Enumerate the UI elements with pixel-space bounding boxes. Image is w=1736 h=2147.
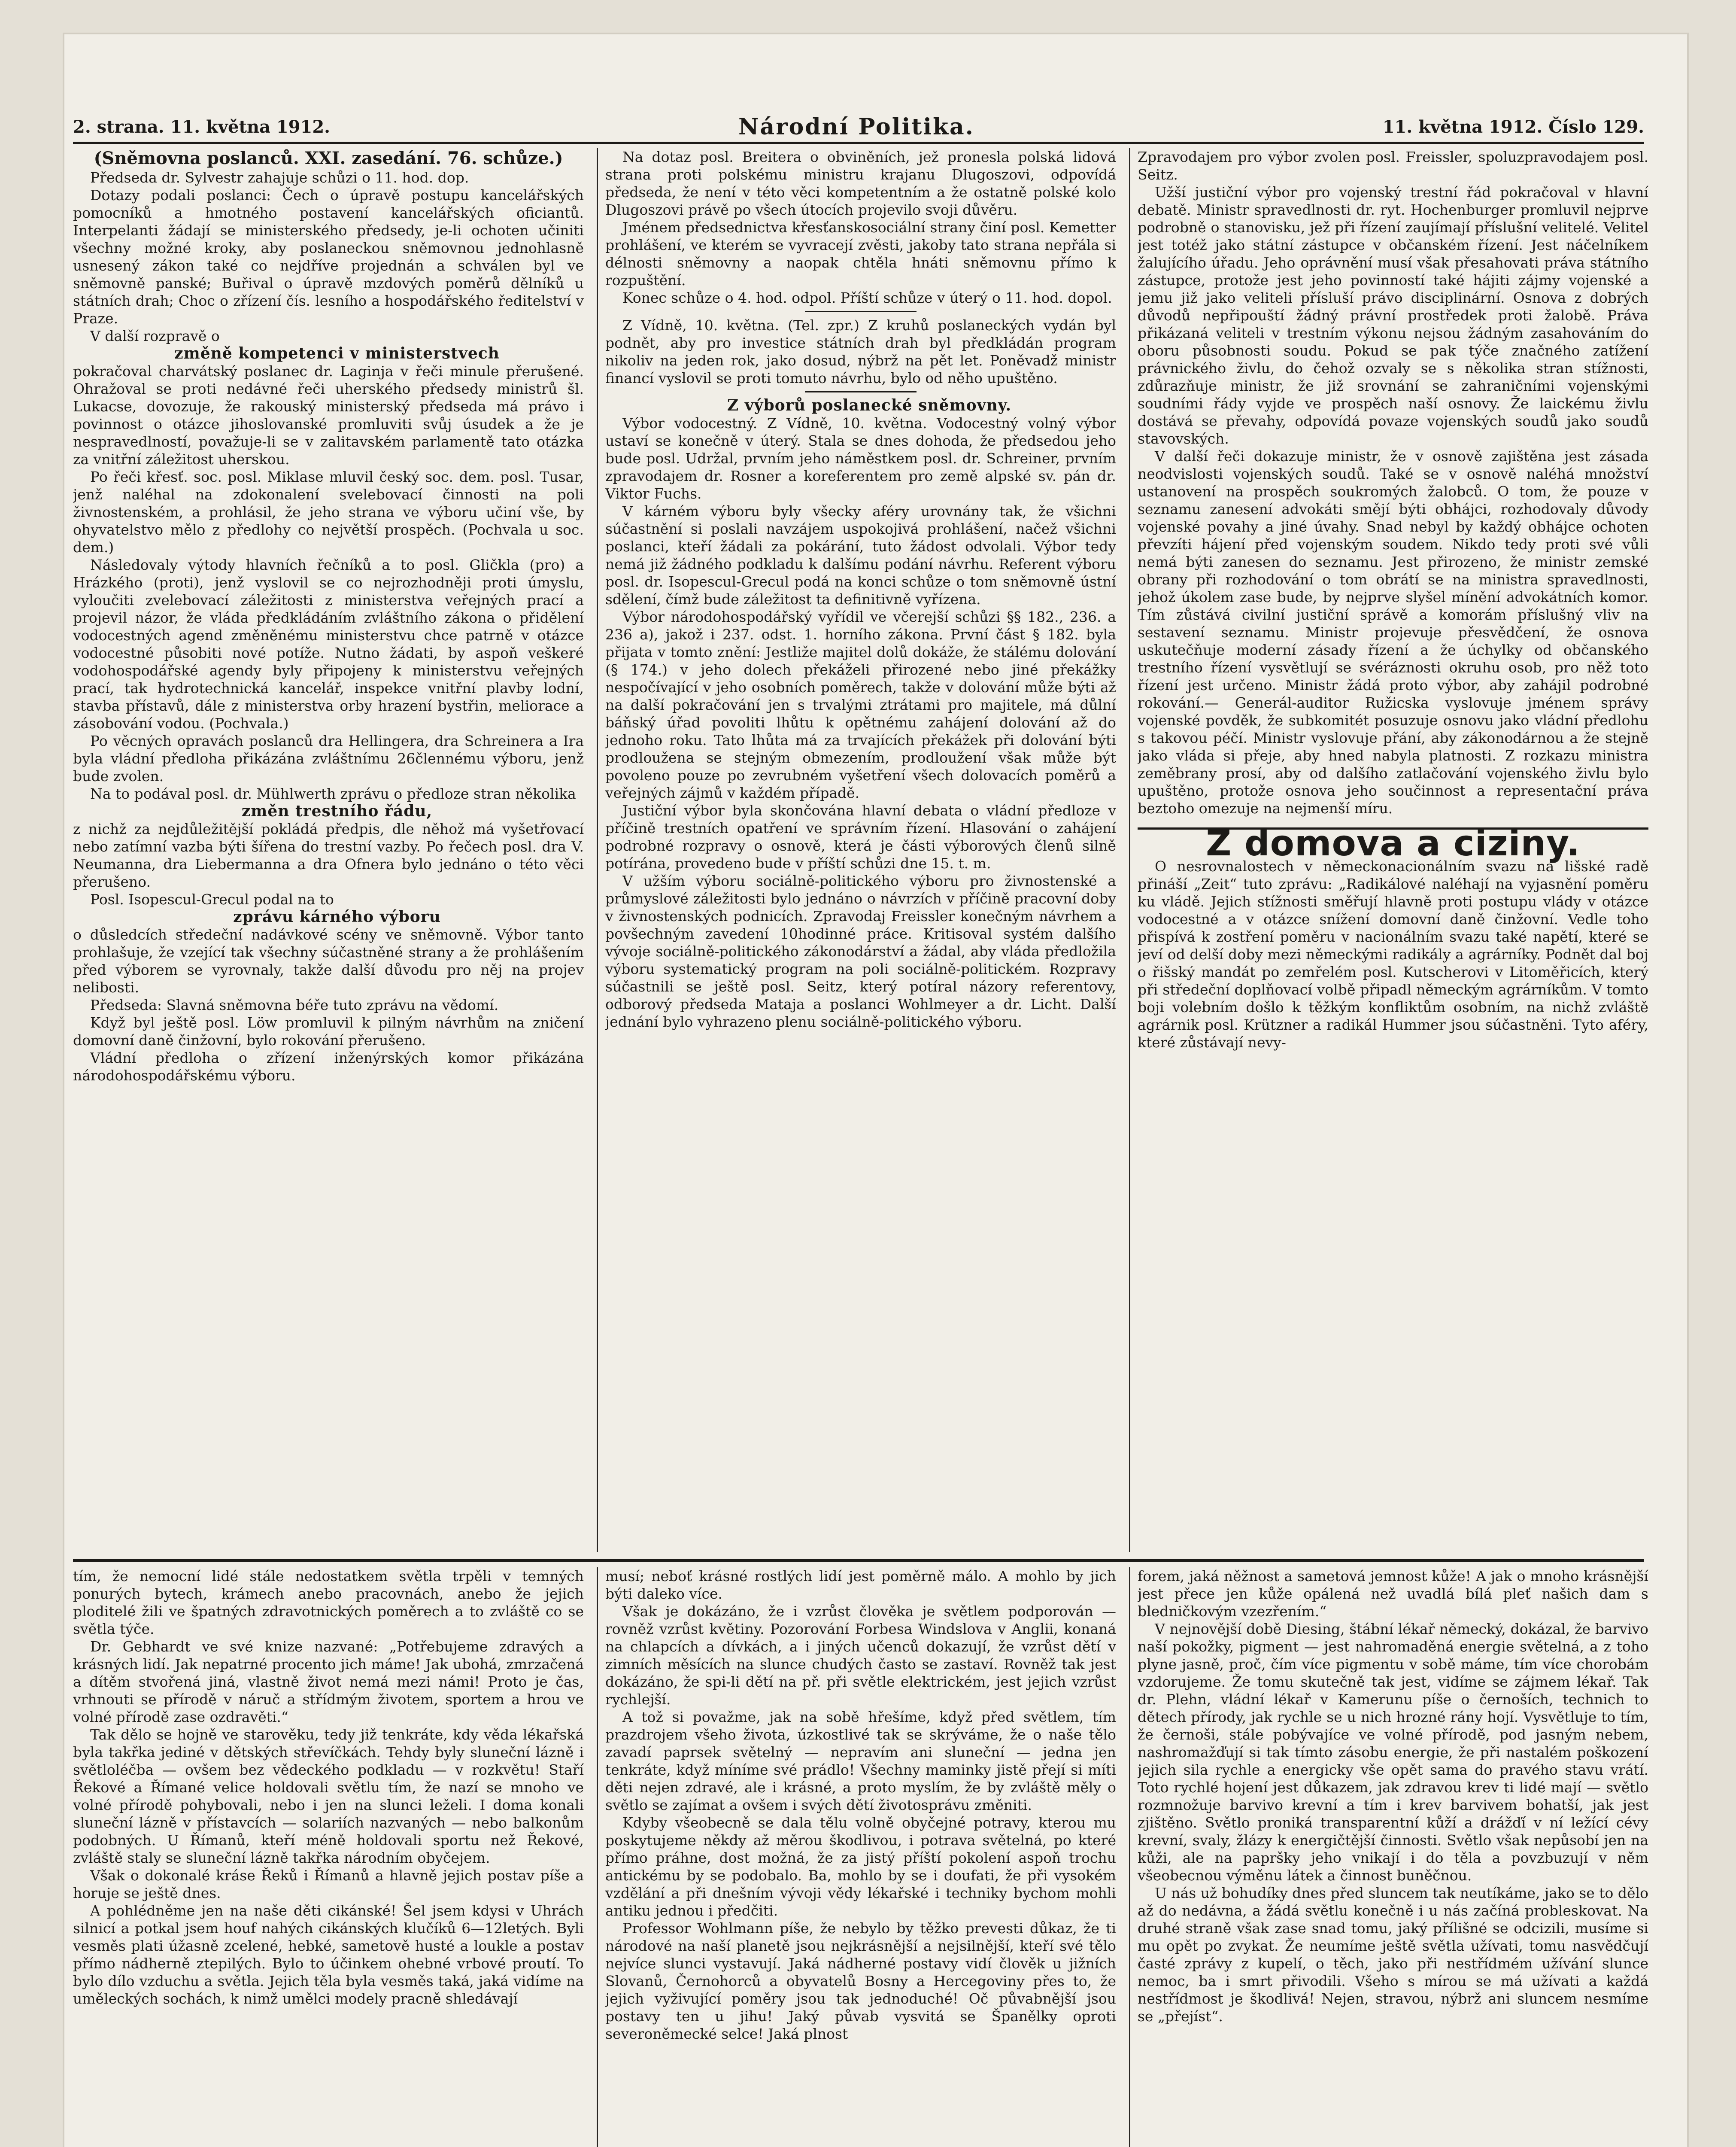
column-divider [1129,1567,1130,2147]
paragraph: Kdyby všeobecně se dala tělu volně obyčejné potravy, kterou mu poskytujeme někdy až měrou škodlivou, i potrava světelná, po které přímo práhne, dost možná, že za jistý příští pokolení aspoň trochu antickému by se podobalo. Ba, mohlo by se i doufati, že při vysokém vzdělání a při dnešním vývoji vědy lékařské i techniky bychom mohli antiku jednou i předčiti. [605,1814,1116,1919]
section-heading: zprávu kárného výboru [233,908,441,926]
paragraph: Professor Wohlmann píše, že nebylo by těžko prevesti důkaz, že ti národové na naší planetě jsou nejkrásnější a nejsilnější, kteří své tělo nejvíce slunci vystavují. Jaká nádherné postavy vidí člověk u jižních Slovanů, Černohorců a obyvatelů Bosny a Hercegoviny přes to, že jejich vyživující poměry jsou tak jednoduché! Oč půvabnější jsou postavy ten u jihu! Jaký půvab vysvitá se Španělky oproti severoněmecké selce! Jaká plnost [605,1920,1116,2042]
paragraph: Když byl ještě posl. Löw promluvil k pilným návrhům na zničení domovní daně činžovní, bylo rokování přerušeno. [73,1014,584,1049]
paragraph: Jménem předsednictva křesťanskosociální strany činí posl. Kemetter prohlášení, ve kterém se vyvracejí zvěsti, jakoby tato strana nepřála si délnosti sněmovny a naopak chtěla hnáti sněmovnu přímo k rozpuštění. [605,219,1116,289]
separator [805,391,917,392]
paragraph: z nichž za nejdůležitější pokládá předpis, dle něhož má vyšetřovací nebo zatímní vazba býti šířena do trestní vazby. Po řečech posl. dra V. Neumanna, dra Liebermanna a dra Ofnera bylo jednáno o této věci přerušeno. [73,821,584,890]
paragraph: o důsledcích středeční nadávkové scény ve sněmovně. Výbor tanto prohlašuje, že vzející tak všechny súčastněné strany a že prohlášením před výborem se vyrovnaly, takže další důvodu pro něj na projev nelibosti. [73,926,584,996]
paragraph: A tož si považme, jak na sobě hřešíme, když před světlem, tím prazdrojem všeho života, úzkostlivé tak se skrýváme, že o naše tělo zavadí paprsek světelný — nepravím ani sluneční — jedna jen tenkráte, když míníme své prádlo! Všechny maminky jistě přejí si míti děti nejen zdravé, ale i krásné, a proto myslím, že by zvláště měly o světlo se zajímat a ovšem i svých dětí životosprávu změniti. [605,1709,1116,1813]
session-title: (Sněmovna poslanců. XXI. zasedání. 76. schůze.) [94,148,563,168]
column-1 [73,148,584,1084]
paragraph: Následovaly výtody hlavních řečníků a to posl. Gličkla (pro) a Hrázkého (proti), jenž vyslovil se co nejrozhodněji proti úmyslu, vyloučiti zvelebovací záležitosti z ministerstva veřejných prací a projevil názor, že vláda předkládáním zvláštního zákona o přidělení vodocestných agend změněnému ministerstvu chce patrně v otázce vodocestné působiti nové potíže. Nutno žádati, by aspoň veškeré vodohospodářské agendy byly připojeny k ministerstvu veřejných prací, tak hydrotechnická kancelář, inspekce vnitřní plavby lodní, stavba přístavů, dále z ministerstva orby hrazení bystřin, meliorace a zásobování vodou. (Pochvala.) [73,557,584,732]
column-divider [597,1567,598,2147]
paragraph: Na to podával posl. dr. Mühlwerth zprávu o předloze stran několika [90,785,576,802]
header-right: 11. května 1912. Číslo 129. [1382,116,1644,137]
paragraph: Konec schůze o 4. hod. odpol. Příští schůze v úterý o 11. hod. dopol. [622,289,1112,306]
paragraph: forem, jaká něžnost a sametová jemnost kůže! A jak o mnoho krásnější jest přece jen kůže opálená než uvadlá bílá pleť našich dam s bledničkovým vzezřením.“ [1138,1568,1648,1620]
page-header [73,112,1644,144]
paragraph: V další rozpravě o [90,328,220,344]
paragraph: Výbor národohospodářský vyřídil ve včerejší schůzi §§ 182., 236. a 236 a), jakož i 237. odst. 1. horního zákona. První část § 182. byla přijata v tomto znění: Jestliže majitel dolů dokáže, že stálému dolování (§ 174.) v jeho dolech překáželi přirozené nebo jiné překážky nespočívající v jeho osobních poměrech, takže v dolování může býti až na další pokračování jen s trvalými ztrátami pro majitele, má důlní báňský úřad povoliti lhůtu k opětnému zahájení dolování až do jednoho roku. Tato lhůta má za trvajících překážek při dolování býti prodloužena se stejným obmezením, prodloužení však může být povoleno pouze po zevrubném vyšetření všech dolovacích poměrů a veřejných zájmů v každém případě. [605,608,1116,801]
paragraph: Justiční výbor byla skončována hlavní debata o vládní předloze v příčině trestních opatření ve správním řízení. Hlasování o zahájení podrobné rozpravy o osnově, která je části výborových členů silně potírána, provedeno bude v příští schůzi dne 15. t. m. [605,802,1116,872]
paragraph: Z Vídně, 10. května. (Tel. zpr.) Z kruhů poslaneckých vydán byl podnět, aby pro investice státních drah byl předkládán program nikoliv na jeden rok, jako dosud, nýbrž na pět let. Poněvadž ministr financí vyslovil se proti tomuto návrhu, bylo od něho upuštěno. [605,317,1116,386]
paragraph: Dr. Gebhardt ve své knize nazvané: „Potřebujeme zdravých a krásných lidí. Jak nepatrné procento jich máme! Jak ubohá, zmrzačená a dítěm stvořená jiná, vlastně život nemá mezi námi! Proto je čas, vrhnouti se přírodě v náruč a střídmým životem, sportem a hrou ve volné přírodě zase ozdravěti.“ [73,1638,584,1725]
paragraph: Vládní předloha o zřízení inženýrských komor přikázána národohospodářskému výboru. [73,1049,584,1084]
paragraph: Však je dokázáno, že i vzrůst člověka je světlem podporován — rovněž vzrůst květiny. Pozorování Forbesa Windslova v Anglii, konaná na chlapcích a dívkách, a i jiných učenců dokazují, že vzrůst dětí v zimních měsících na slunce chudých často se zastaví. Rovněž tak jest dokázáno, že spi-li dětí na př. při světle elektrickém, jest jejich vzrůst rychlejší. [605,1603,1116,1708]
column-2 [605,148,1116,1031]
paragraph: musí; neboť krásné rostlých lidí jest poměrně málo. A mohlo by jich býti daleko více. [605,1568,1116,1602]
masthead: Národní Politika. [738,113,974,140]
paragraph: V kárném výboru byly všecky aféry urovnány tak, že všichni súčastnění si poslali navzájem uspokojivá prohlášení, načež všichni poslanci, kteří žádali za pokárání, tuto žádost odvolali. Výbor tedy nemá již žádného podkladu k dalšímu podání návrhu. Referent výboru posl. dr. Isopescul-Grecul podá na konci schůze o tom sněmovně ústní sdělení, čímž bude záležitost ta definitivně vyřízena. [605,503,1116,608]
paragraph: Předseda dr. Sylvestr zahajuje schůzi o 11. hod. dop. [90,169,469,186]
separator [805,311,917,312]
section-heading: změně kompetenci v ministerstvech [174,344,500,362]
column-divider [1129,148,1130,1552]
paragraph: Posl. Isopescul-Grecul podal na to [90,891,334,908]
paragraph: A pohlédněme jen na naše děti cikánské! Šel jsem kdysi v Uhrách silnicí a potkal jsem houf nahých cikánských klučíků 6—12letých. Byli vesměs plati úžasně zcelené, hebké, sametově husté a loukle a postav přímo nádherně ztepilých. Bylo to účinkem ohebné vrbové proutí. To bylo dílo vzduchu a světla. Jejich těla byla vesměs taká, jaká vidíme na uměleckých sochách, k nimž umělci modely pracně shledávají [73,1902,584,2007]
paragraph: Předseda: Slavná sněmovna béře tuto zprávu na vědomí. [90,997,499,1013]
paragraph: U nás už bohudíky dnes před sluncem tak neutíkáme, jako se to dělo až do nedávna, a žádá světlu konečně i u nás začíná probleskovat. Na druhé straně však zase snad tomu, jaký přílišné se odcizili, musíme si mu opět po zvykat. Že neumíme ještě světla užívati, tomu nasvědčují časté zprávy z kupelí, o těch, jako při nestřídmém užívání slunce nemoc, ba i smrt přivodili. Všeho s mírou se má užívati a každá nestřídmost je škodlivá! Nejen, stravou, nýbrž ani sluncem nesmíme se „přejíst“. [1138,1885,1648,2025]
paragraph: Však o dokonalé kráse Řeků i Římanů a hlavně jejich postav píše a horuje se ještě dnes. [73,1867,584,1901]
paragraph: Zpravodajem pro výbor zvolen posl. Freissler, spoluzpravodajem posl. Seitz. [1138,149,1648,183]
paragraph: pokračoval charvátský poslanec dr. Laginja v řeči minule přerušené. Ohražoval se proti nedávné řeči uherského předsedy ministrů šl. Lukacse, dovozuje, že rakouský ministerský předseda má právo i povinnost o otázce jihoslovanské promluviti svůj úsudek a že je nespravedlností, považuje-li se v zalitavském parlamentě tato otázka za vnitřní záležitost uherskou. [73,363,584,468]
section-heading: změn trestního řádu, [241,802,433,820]
horizontal-rule [73,1559,1644,1562]
feuilleton-column-1 [73,1567,584,2147]
section-heading: Z výborů poslanecké sněmovny. [727,396,1012,414]
column-3 [1138,148,1648,1051]
paragraph: tím, že nemocní lidé stále nedostatkem světla trpěli v temných ponurých bytech, krámech anebo pracovnách, anebo že jejich ploditelé žili ve špatných zdravotnických poměrech a to zvláště co se světla týče. [73,1568,584,1637]
feuilleton-column-3 [1138,1567,1648,2147]
header-left: 2. strana. 11. května 1912. [73,116,331,137]
feuilleton-column-2 [605,1567,1116,2147]
paragraph: O nesrovnalostech v německonacionálním svazu na lišské radě přináší „Zeit“ tuto zprávu: „Radikálové naléhají na vyjasnění poměru ku vládě. Jejich stížnosti směřují hlavně proti postupu vlády v otázce vodocestné a v otázce snížení domovní daně činžovní. Vedle toho přispívá k zostření poměru v nacionálním svazu také napětí, které se jeví od delší doby mezi německými radikály a agrárníky. Podnět dal boj o řišský mandát po zemřelém posl. Kutscherovi v Litoměřicích, který při středeční doplňovací volbě připadl německým agrárníkům. V tomto boji volebním došlo k těžkým konfliktům osobním, na nichž zvláště agrárnik posl. Krützner a radikál Hummer jsou súčastněni. Tyto aféry, které zůstávají nevy- [1138,858,1648,1051]
paragraph: Výbor vodocestný. Z Vídně, 10. května. Vodocestný volný výbor ustaví se konečně v úterý. Stala se dnes dohoda, že předsedou jeho bude posl. Udržal, prvním jeho náměstkem posl. dr. Schreiner, prvním zpravodajem dr. Rosner a koreferentem pro země alpské sv. pán dr. Viktor Fuchs. [605,415,1116,502]
paragraph: Užší justiční výbor pro vojenský trestní řád pokračoval v hlavní debatě. Ministr spravedlnosti dr. ryt. Hochenburger promluvil nejprve podrobně o stanovisku, jež při řízení zaujímají příslušní velitelé. Velitel jest totéž jako státní zástupce v občanském řízení. Jest náčelníkem žalujícího úřadu. Jeho oprávnění musí však přesahovati práva státního zástupce, protože jest jeho povinností také hájiti zájmy vojenské a jemu již jako veliteli přísluší právo disciplinární. Osnova z dobrých důvodů nepřipouští žádný právní prostředek proti žalobě. Práva přikázaná veliteli v trestním výkonu nejsou žádným zasahováním do oboru působnosti soudu. Pokud se pak týče značného zatížení právnického živlu, do čehož ozvaly se s několika stran stížnosti, zdůrazňuje ministr, že již srovnání se zahraničními vojenskými soudními řády vyjde ve prospěch naší osnovy. Že laickému živlu dostává se převahy, odpovídá povaze vojenských soudů jako soudů stavovských. [1138,184,1648,447]
paragraph: V další řeči dokazuje ministr, že v osnově zajištěna jest zásada neodvislosti vojenských soudů. Také se v osnově naléhá množství ustanovení na prospěch soukromých žalobců. O tom, že pouze v seznamu zanesení advokáti smějí býti obhájci, rozhodovaly důvody vojenské povahy a jiné úvahy. Snad nebyl by každý obhájce ochoten převzíti hájení před vojenským soudem. Nikdo tedy proti své vůli nemá býti zanesen do seznamu. Jest přirozeno, že ministr zemské obrany při rozhodování o tom obrátí se na ministra spravedlnosti, jehož úkolem zase bude, by nejprve slyšel mínění advokátních komor. Tím zůstává civilní justiční správě a komorám příslušný vliv na sestavení seznamu. Ministr projevuje přesvědčení, že osnova uskutečňuje moderní zásady řízení a že úchylky od občanského trestního řízení vysvětlují se svéráznosti okruhu osob, pro něž toto řízení jest určeno. Ministr žádá proto výbor, aby zahájil podrobné rokování.— Generál-auditor Ružicska vyslovuje jménem správy vojenské povděk, že subkomitét posuzuje osnovu jako vládní předlohu s takovou péčí. Ministr vyslovuje přání, aby zákonodárnou a že stejně jako vláda si přeje, aby hned nabyla platnosti. Z rozkazu ministra zeměbrany prosí, aby od dalšího zatlačování vojenského živlu bylo upuštěno, protože osnova jeho součinnost a representační práva beztoho omezuje na nejmenší míru. [1138,448,1648,817]
column-divider [597,148,598,1552]
paragraph: Na dotaz posl. Breitera o obviněních, jež pronesla polská lidová strana proti polskému ministru krajanu Dlugoszovi, odpovídá předseda, že není v této věci kompetentním a že ostatně polské kolo Dlugoszovi právě po všech útocích projevilo svoji důvěru. [605,149,1116,218]
paragraph: V nejnovější době Diesing, štábní lékař německý, dokázal, že barvivo naší pokožky, pigment — jest nahromaděná energie světelná, a z toho plyne jasně, proč, čím více pigmentu v sobě máme, tím více chorobám vzdorujeme. Že tomu skutečně tak jest, vidíme se zájmem lékař. Tak dr. Plehn, vládní lékař v Kamerunu píše o černoších, technich to dětech přírody, jak rychle se u nich hrozné rány hojí. Vysvětluje to tím, že černoši, stále pobývajíce ve volné přírodě, pod jasným nebem, nashromažďují si tak tímto zásobu energie, že při nastalém poškození jejich sila rychle a energicky vše opět sama do pravého stavu vrátí. Toto rychlé hojení jest důkazem, jak zdravou krev ti lidé mají — světlo rozmnožuje barvivo krevní a tím i krev barvivem bohatší, jak jest zjištěno. Světlo proniká transparentní kůží a drážďí v ní ležící cévy krevní, svaly, žlázy k energičtější činnosti. Světlo však nepůsobí jen na kůži, ale na papršky jeho vnikají i do těla a povzbuzují v něm všeobecnou výměnu látek a činnost buněčnou. [1138,1621,1648,1884]
section-title: Z domova a ciziny. [1138,827,1648,852]
paragraph: Tak dělo se hojně ve starověku, tedy již tenkráte, kdy věda lékařská byla takřka jediné v dětských střevíčkách. Tehdy byly sluneční lázně i světloléčba — ovšem bez vědeckého podkladu — v rozkvětu! Staří Řekové a Římané velice holdovali světlu tím, že nazí se mnoho ve volné přírodě pohybovali, nebo i jen na slunci leželi. I doma konali sluneční lázně v přístavcích — solariích nazvaných — nebo balkonům podobných. U Římanů, kteří méně holdovali sportu než Řekové, zvláště staly se sluneční lázně takřka národním obyčejem. [73,1726,584,1866]
paragraph: V užším výboru sociálně-politického výboru pro živnostenské a průmyslové záležitosti bylo jednáno o návrzích v příčině pracovní doby v živnostenských podnicích. Zpravodaj Freissler konečným návrhem a povšechným zavedení 10hodinné práce. Kritisoval systém dalšího vývoje sociálně-politického zákonodárství a žádal, aby vláda předložila výboru systematický program na poli sociálně-politickém. Rozpravy súčastnili se ještě posl. Seitz, který potíral názory referentovy, odborový předseda Mataja a poslanci Wohlmeyer a dr. Licht. Další jednání bylo vyhrazeno plenu sociálně-politického výboru. [605,873,1116,1030]
paragraph: Po řeči křesť. soc. posl. Miklase mluvil český soc. dem. posl. Tusar, jenž naléhal na zdokonalení svelebovací činnosti na poli živnostenském, a prohlásil, že jeho strana ve výboru učiní vše, by ohyvatelstvo mělo z předlohy co největší prospěch. (Pochvala u soc. dem.) [73,468,584,556]
paragraph: Dotazy podali poslanci: Čech o úpravě postupu kancelářských pomocníků a hmotného postavení kancelářských oficiantů. Interpelanti žádají se ministerského předsedy, je-li ochoten učiniti všechny možné kroky, aby poslaneckou sněmovnou jednohlasně usnesený zákon také co nejdříve projednán a schválen byl ve sněmovně panské; Buřival o úpravě mzdových poměrů dělníků u státních drah; Choc o zřízení čís. lesního a hospodářského ředitelství v Praze. [73,187,584,327]
paragraph: Po věcných opravách poslanců dra Hellingera, dra Schreinera a Ira byla vládní předloha přikázána zvláštnímu 26člennému výboru, jenž bude zvolen. [73,733,584,785]
